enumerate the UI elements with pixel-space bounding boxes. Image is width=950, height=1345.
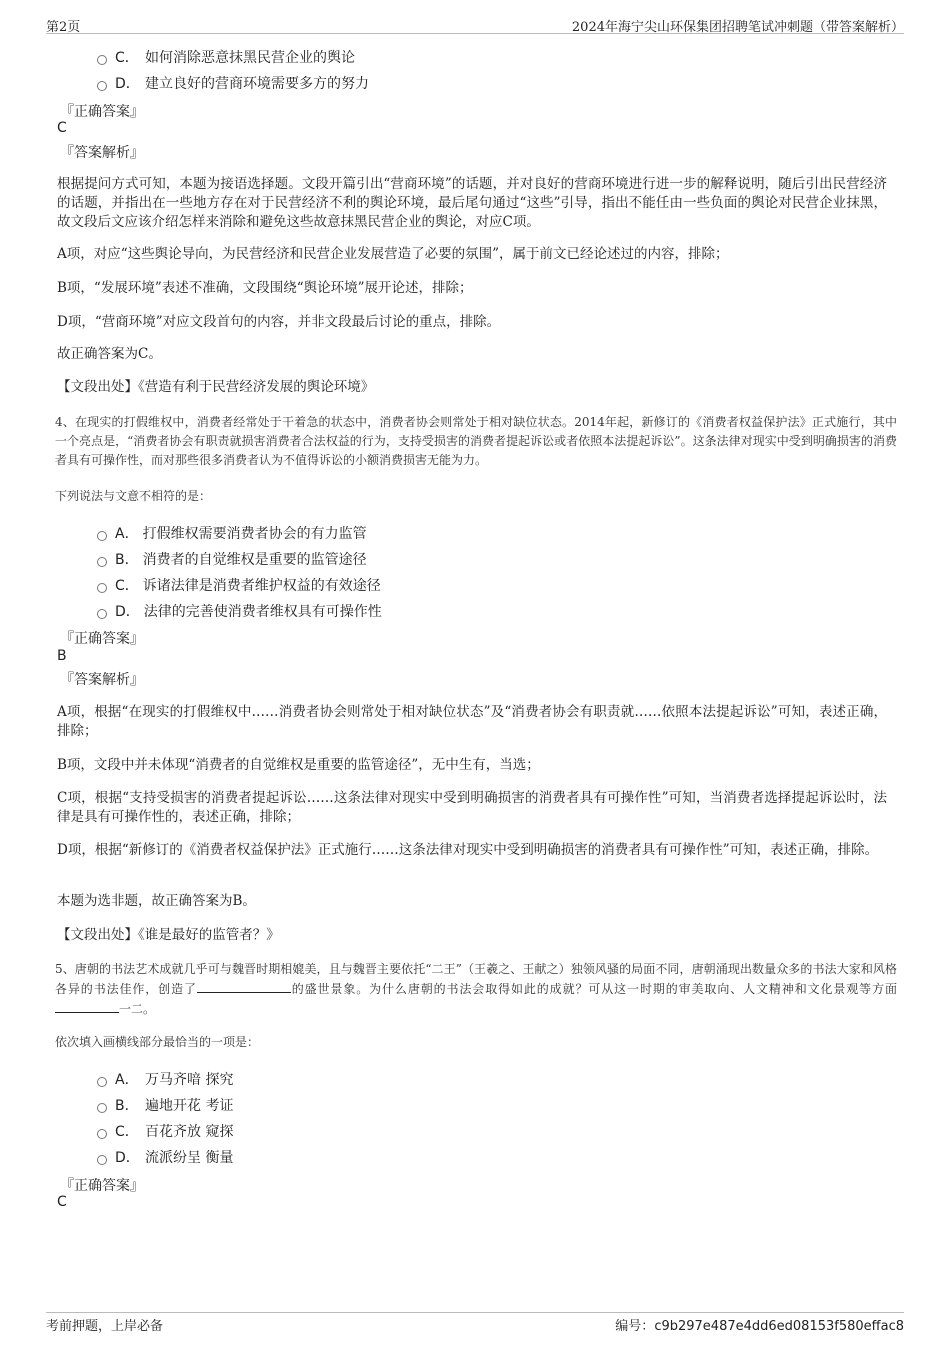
q5-stem-part-3: 一二。 bbox=[119, 1002, 156, 1016]
page-footer bbox=[46, 1312, 904, 1334]
option-text: 法律的完善使消费者维权具有可操作性 bbox=[143, 604, 382, 620]
q4-option-a[interactable] bbox=[97, 523, 367, 543]
q4-option-b[interactable] bbox=[97, 549, 367, 569]
radio-icon[interactable] bbox=[97, 609, 107, 619]
document-code bbox=[615, 1315, 904, 1334]
radio-icon[interactable] bbox=[97, 531, 107, 541]
q5-question: 依次填入画横线部分最恰当的一项是： bbox=[55, 1035, 260, 1049]
q3-analysis-para-4: D项，“营商环境”对应文段首句的内容，并非文段最后讨论的重点，排除。 bbox=[57, 314, 501, 330]
q5-option-d[interactable] bbox=[97, 1147, 233, 1167]
answer-blank-2 bbox=[55, 999, 119, 1013]
q3-analysis-para-1: 根据提问方式可知，本题为接语选择题。文段开篇引出“营商环境”的话题，并对良好的营商环境进行进一步的解释说明，随后引出民营经济的话题，并指出在一些地方存在对于民营经济不利的舆论环境，最后尾句通过“这些”引导，指出不能任由一些负面的舆论对民营企业抹黑，故文段后文应该介绍怎样来消除和避免这些故意抹黑民营企业的舆论，对应C项。 bbox=[57, 176, 887, 230]
radio-icon[interactable] bbox=[97, 1155, 107, 1165]
q4-answer: B bbox=[57, 648, 67, 664]
q4-analysis-para-3: C项，根据“支持受损害的消费者提起诉讼……这条法律对现实中受到明确损害的消费者具有可操作性”可知，当消费者选择提起诉讼时，法律是具有可操作性的，表述正确，排除； bbox=[57, 790, 887, 825]
q5-stem-part-2: 的盛世景象。为什么唐朝的书法会取得如此的成就？可从这一时期的审美取向、人文精神和文化景观等方面 bbox=[290, 982, 897, 996]
radio-icon[interactable] bbox=[97, 55, 107, 65]
q5-option-a[interactable] bbox=[97, 1069, 233, 1089]
option-text: 消费者的自觉维权是重要的监管途径 bbox=[142, 552, 367, 568]
q3-option-c[interactable] bbox=[97, 47, 355, 67]
page-number: 第2页 bbox=[46, 20, 81, 35]
footer-slogan: 考前押题，上岸必备 bbox=[46, 1319, 164, 1334]
option-text: 万马齐喑 探究 bbox=[145, 1072, 234, 1088]
q4-option-d[interactable] bbox=[97, 601, 382, 621]
q3-analysis-para-5: 故正确答案为C。 bbox=[57, 346, 162, 362]
q4-analysis-para-1: A项，根据“在现实的打假维权中……消费者协会则常处于相对缺位状态”及“消费者协会有职责就……依照本法提起诉讼”可知，表述正确，排除； bbox=[57, 704, 887, 739]
option-text: 如何消除恶意抹黑民营企业的舆论 bbox=[145, 50, 355, 66]
option-letter: B． bbox=[115, 552, 139, 568]
option-letter: D． bbox=[115, 76, 140, 92]
q3-analysis-para-3: B项，“发展环境”表述不准确，文段围绕“舆论环境”展开论述，排除； bbox=[57, 280, 473, 296]
code-value: c9b297e487e4dd6ed08153f580effac8 bbox=[654, 1319, 904, 1334]
option-text: 打假维权需要消费者协会的有力监管 bbox=[142, 526, 367, 542]
q4-option-c[interactable] bbox=[97, 575, 381, 595]
q3-analysis-para-2: A项，对应“这些舆论导向，为民营经济和民营企业发展营造了必要的氛围”，属于前文已经论述过的内容，排除； bbox=[57, 246, 729, 262]
option-letter: C． bbox=[115, 50, 139, 66]
q5-answer: C bbox=[57, 1194, 67, 1210]
q4-source: 【文段出处】《谁是最好的监管者？》 bbox=[57, 927, 280, 943]
radio-icon[interactable] bbox=[97, 557, 107, 567]
option-text: 流派纷呈 衡量 bbox=[145, 1150, 234, 1166]
document-title: 2024年海宁尖山环保集团招聘笔试冲刺题（带答案解析） bbox=[571, 20, 904, 35]
q4-answer-label: 『正确答案』 bbox=[60, 631, 144, 647]
q5-stem bbox=[55, 960, 897, 1019]
q5-answer-label: 『正确答案』 bbox=[60, 1178, 144, 1194]
option-text: 百花齐放 窥探 bbox=[145, 1124, 234, 1140]
radio-icon[interactable] bbox=[97, 1129, 107, 1139]
q3-answer-label: 『正确答案』 bbox=[60, 104, 144, 120]
option-letter: B． bbox=[115, 1098, 139, 1114]
q4-question: 下列说法与文意不相符的是： bbox=[55, 489, 212, 503]
option-letter: A． bbox=[115, 526, 139, 542]
q3-analysis-label: 『答案解析』 bbox=[60, 145, 144, 161]
radio-icon[interactable] bbox=[97, 1077, 107, 1087]
option-letter: D． bbox=[115, 604, 140, 620]
code-label: 编号： bbox=[615, 1319, 655, 1334]
radio-icon[interactable] bbox=[97, 583, 107, 593]
option-letter: C． bbox=[115, 578, 139, 594]
radio-icon[interactable] bbox=[97, 81, 107, 91]
option-text: 遍地开花 考证 bbox=[145, 1098, 234, 1114]
q4-analysis-para-2: B项，文段中并未体现“消费者的自觉维权是重要的监管途径”，无中生有，当选； bbox=[57, 757, 540, 773]
q4-analysis-label: 『答案解析』 bbox=[60, 672, 144, 688]
q5-stem-part-1: 5、唐朝的书法艺术成就几乎可与魏晋时期相媲美，且与魏晋主要依托“二王”（王羲之、王献之）独领风骚的局面不同，唐朝涌现出数量众多的书法大家和风格各异的书法佳作，创造了 bbox=[55, 962, 897, 996]
option-letter: A． bbox=[115, 1072, 139, 1088]
q4-analysis-para-5: 本题为选非题，故正确答案为B。 bbox=[57, 893, 256, 909]
q3-source: 【文段出处】《营造有利于民营经济发展的舆论环境》 bbox=[57, 379, 375, 395]
q3-answer: C bbox=[57, 120, 67, 136]
option-letter: D． bbox=[115, 1150, 140, 1166]
q5-option-c[interactable] bbox=[97, 1121, 233, 1141]
answer-blank-1 bbox=[197, 979, 291, 993]
radio-icon[interactable] bbox=[97, 1103, 107, 1113]
option-letter: C． bbox=[115, 1124, 139, 1140]
q5-option-b[interactable] bbox=[97, 1095, 233, 1115]
q3-option-d[interactable] bbox=[97, 73, 369, 93]
page-header bbox=[46, 16, 904, 34]
option-text: 诉诸法律是消费者维护权益的有效途径 bbox=[142, 578, 381, 594]
option-text: 建立良好的营商环境需要多方的努力 bbox=[145, 76, 369, 92]
q4-stem: 4、在现实的打假维权中，消费者经常处于干着急的状态中，消费者协会则常处于相对缺位状态。2014年起，新修订的《消费者权益保护法》正式施行，其中一个亮点是，“消费者协会有职责就损害消费者合法权益的行为，支持受损害的消费者提起诉讼或者依照本法提起诉讼”。这条法律对现实中受到明确损害的消费者具有可操作性，而对那些很多消费者认为不值得诉讼的小额消费损害无能为力。 bbox=[55, 415, 897, 467]
q4-analysis-para-4: D项，根据“新修订的《消费者权益保护法》正式施行……这条法律对现实中受到明确损害的消费者具有可操作性”可知，表述正确，排除。 bbox=[57, 842, 879, 858]
